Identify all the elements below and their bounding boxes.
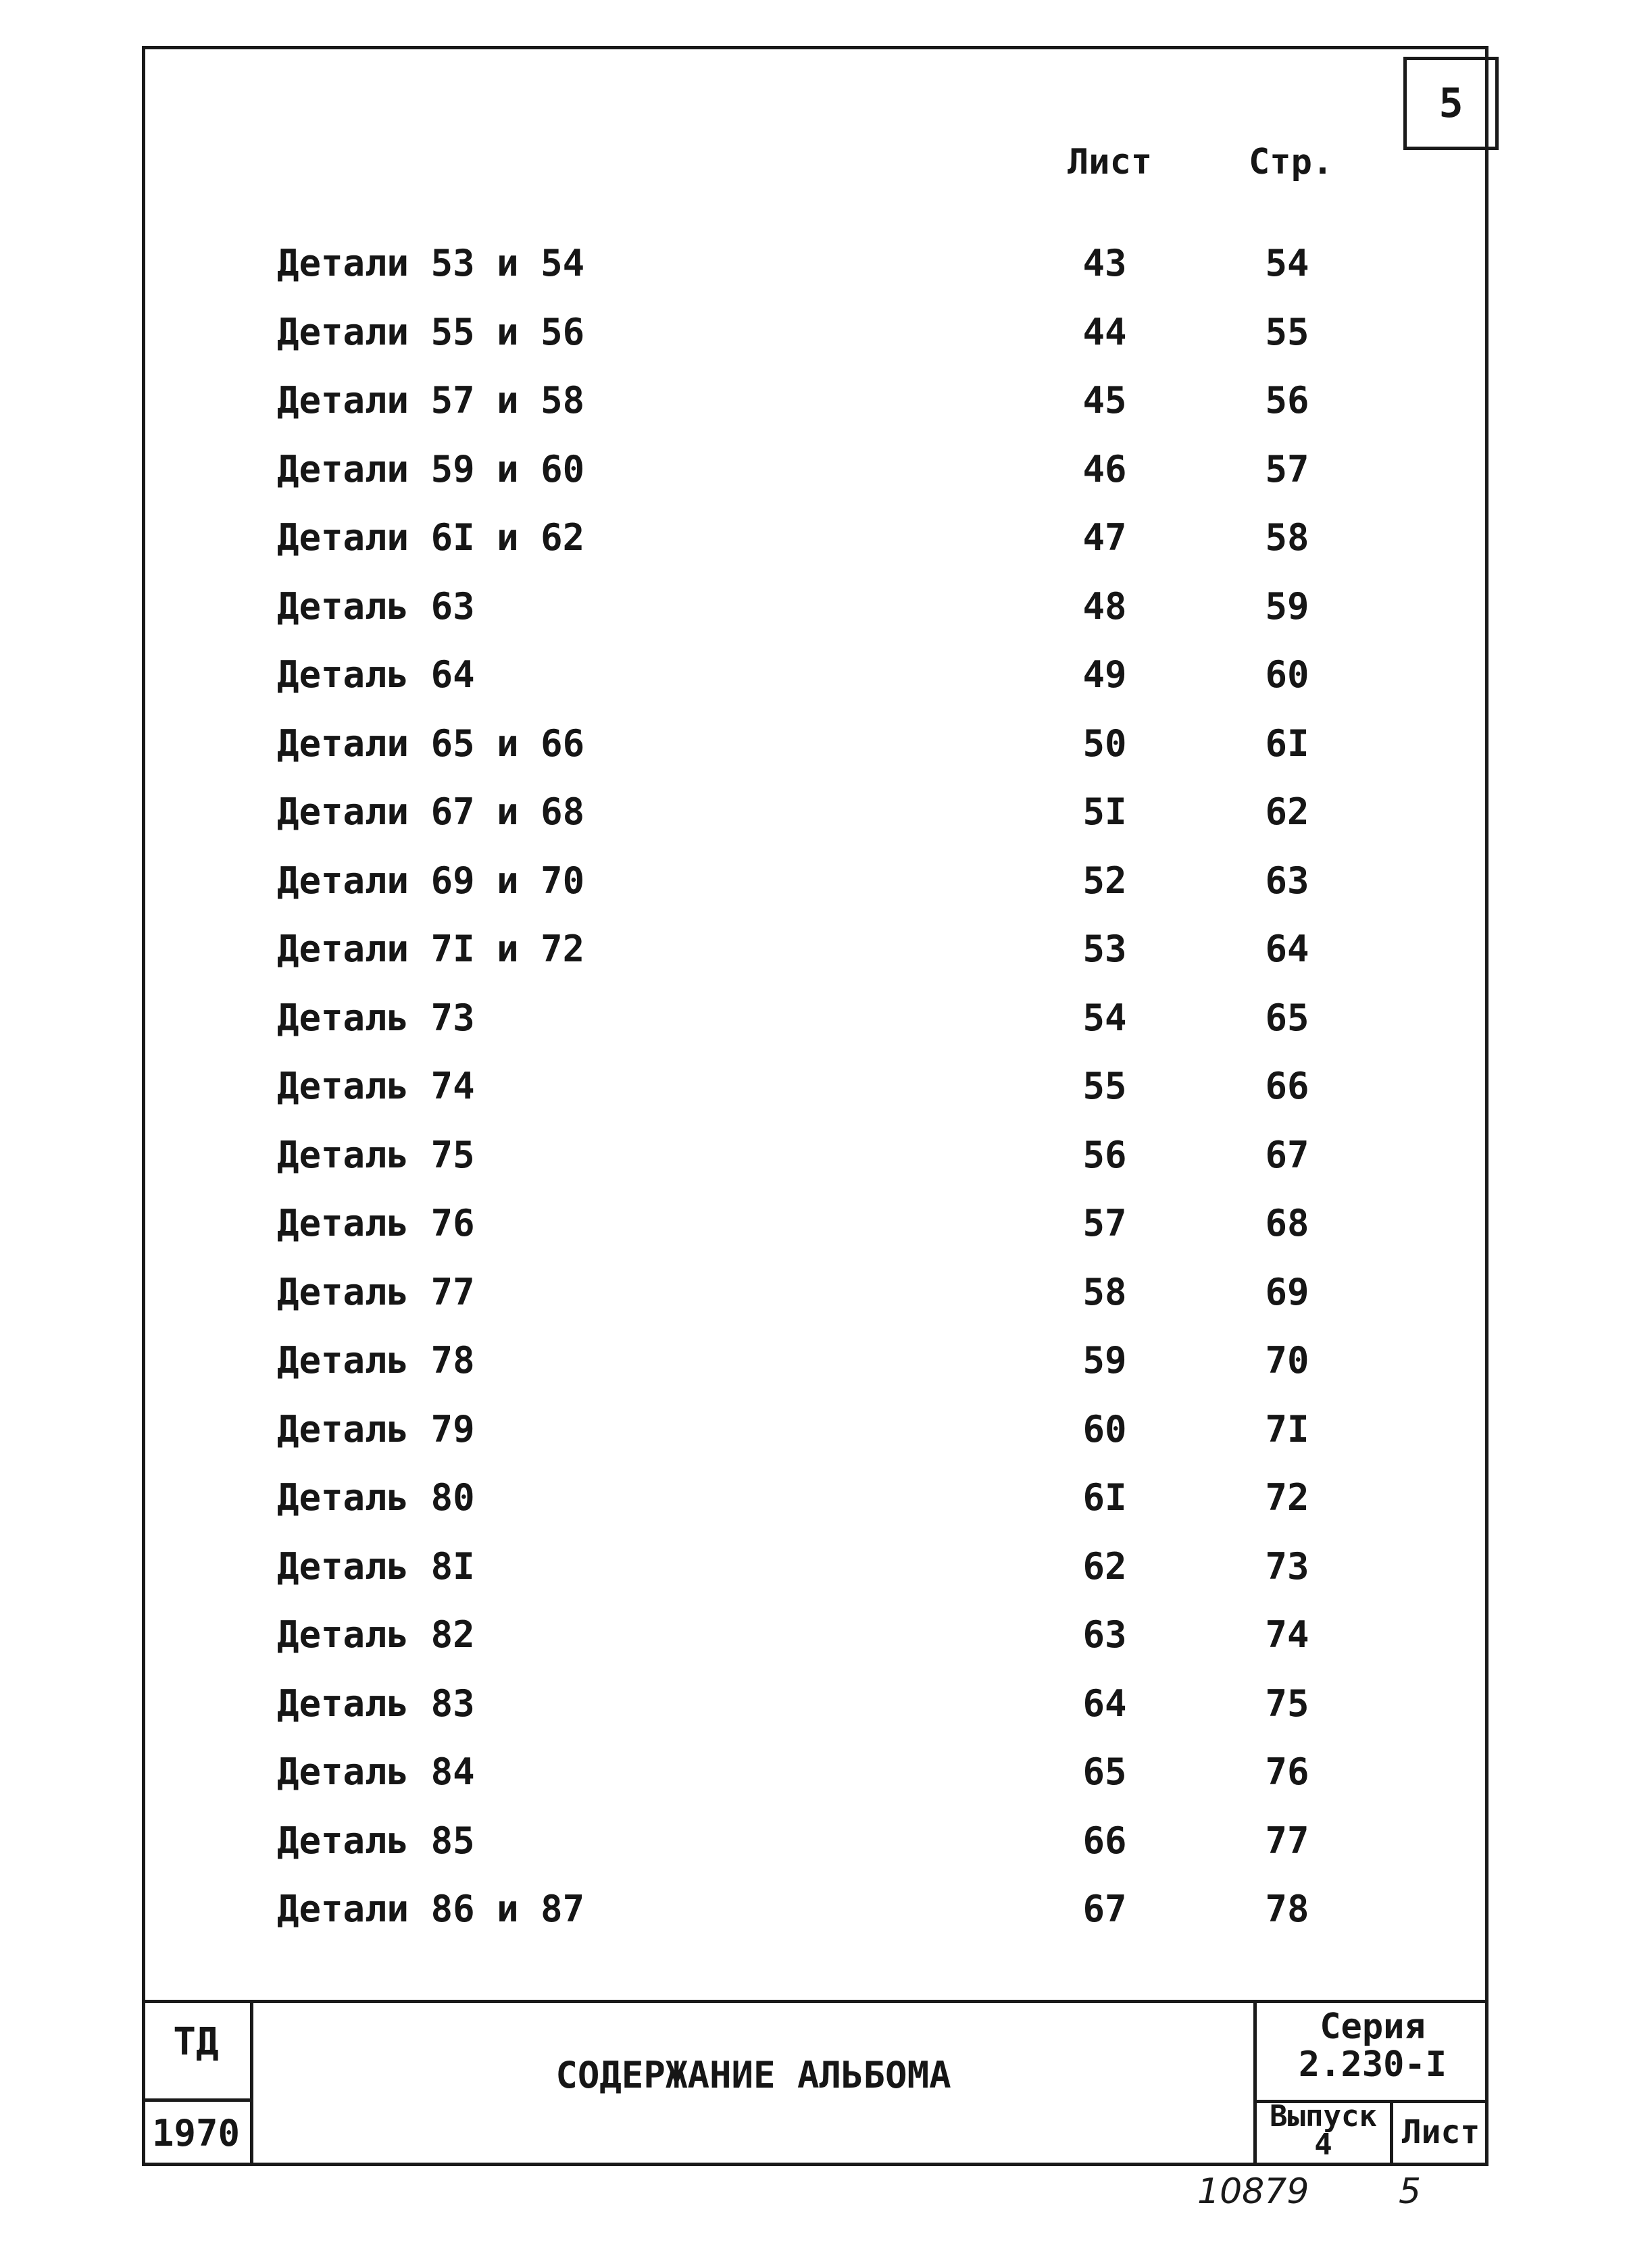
row-sheet: 66 — [1082, 1819, 1127, 1862]
table-row — [277, 790, 1372, 855]
row-page: 63 — [1265, 859, 1309, 902]
issue-label: Выпуск — [1270, 2099, 1377, 2134]
table-row — [277, 1545, 1372, 1610]
row-name: Детали 55 и 56 — [277, 311, 585, 353]
row-page: 77 — [1265, 1819, 1309, 1862]
row-page: 74 — [1265, 1613, 1309, 1656]
row-name: Деталь 85 — [277, 1819, 475, 1862]
row-name: Деталь 79 — [277, 1408, 475, 1451]
row-page: 73 — [1265, 1545, 1309, 1588]
row-name: Деталь 78 — [277, 1339, 475, 1382]
row-name: Деталь 80 — [277, 1476, 475, 1519]
row-name: Деталь 84 — [277, 1750, 475, 1793]
title-block-top-border — [142, 2000, 1488, 2003]
org-code: ТД — [173, 2020, 219, 2064]
row-page: 75 — [1265, 1682, 1309, 1725]
row-name: Деталь 64 — [277, 653, 475, 696]
row-page: 58 — [1265, 516, 1309, 559]
row-page: 65 — [1265, 997, 1309, 1039]
row-name: Детали 6I и 62 — [277, 516, 585, 559]
row-page: 62 — [1265, 790, 1309, 833]
table-row — [277, 1750, 1372, 1815]
series-label: Серия — [1320, 2007, 1426, 2047]
table-row — [277, 1682, 1372, 1747]
row-name: Деталь 74 — [277, 1065, 475, 1107]
table-row — [277, 653, 1372, 718]
row-name: Детали 65 и 66 — [277, 722, 585, 765]
row-page: 59 — [1265, 585, 1309, 628]
row-name: Деталь 75 — [277, 1134, 475, 1176]
row-page: 60 — [1265, 653, 1309, 696]
row-name: Детали 7I и 72 — [277, 928, 585, 970]
row-page: 57 — [1265, 448, 1309, 490]
row-name: Детали 59 и 60 — [277, 448, 585, 490]
table-row — [277, 1888, 1372, 1952]
row-sheet: 63 — [1082, 1613, 1127, 1656]
table-row — [277, 997, 1372, 1061]
table-row — [277, 311, 1372, 376]
table-row — [277, 448, 1372, 513]
row-page: 55 — [1265, 311, 1309, 353]
row-sheet: 52 — [1082, 859, 1127, 902]
table-row — [277, 1613, 1372, 1678]
row-name: Детали 67 и 68 — [277, 790, 585, 833]
row-name: Деталь 73 — [277, 997, 475, 1039]
row-name: Деталь 82 — [277, 1613, 475, 1656]
table-row — [277, 1408, 1372, 1473]
row-page: 7I — [1265, 1408, 1309, 1451]
row-sheet: 50 — [1082, 722, 1127, 765]
table-row — [277, 1339, 1372, 1404]
table-row — [277, 859, 1372, 924]
row-page: 76 — [1265, 1750, 1309, 1793]
series-value: 2.230-I — [1298, 2044, 1447, 2085]
row-sheet: 48 — [1082, 585, 1127, 628]
table-row — [277, 1134, 1372, 1199]
row-page: 56 — [1265, 379, 1309, 422]
row-name: Деталь 8I — [277, 1545, 475, 1588]
row-page: 72 — [1265, 1476, 1309, 1519]
row-sheet: 67 — [1082, 1888, 1127, 1930]
row-page: 68 — [1265, 1202, 1309, 1244]
row-sheet: 59 — [1082, 1339, 1127, 1382]
row-sheet: 5I — [1082, 790, 1127, 833]
row-name: Деталь 77 — [277, 1271, 475, 1313]
table-row — [277, 1819, 1372, 1884]
table-row — [277, 1202, 1372, 1267]
row-sheet: 53 — [1082, 928, 1127, 970]
handwritten-inventory-number: 10879 — [1197, 2171, 1309, 2212]
row-page: 78 — [1265, 1888, 1309, 1930]
column-header-sheet: Лист — [1068, 142, 1153, 182]
row-page: 70 — [1265, 1339, 1309, 1382]
row-sheet: 62 — [1082, 1545, 1127, 1588]
page-number-box — [1403, 57, 1499, 150]
row-name: Деталь 76 — [277, 1202, 475, 1244]
table-row — [277, 516, 1372, 581]
row-sheet: 58 — [1082, 1271, 1127, 1313]
table-row — [277, 722, 1372, 787]
row-page: 67 — [1265, 1134, 1309, 1176]
row-sheet: 45 — [1082, 379, 1127, 422]
row-sheet: 6I — [1082, 1476, 1127, 1519]
row-page: 66 — [1265, 1065, 1309, 1107]
row-sheet: 60 — [1082, 1408, 1127, 1451]
table-row — [277, 1476, 1372, 1541]
page-number: 5 — [1438, 80, 1463, 127]
table-row — [277, 379, 1372, 444]
year: 1970 — [151, 2112, 241, 2154]
document-title: СОДЕРЖАНИЕ АЛЬБОМА — [555, 2054, 951, 2096]
row-page: 69 — [1265, 1271, 1309, 1313]
table-row — [277, 928, 1372, 992]
row-sheet: 54 — [1082, 997, 1127, 1039]
issue-value: 4 — [1314, 2127, 1332, 2162]
row-sheet: 56 — [1082, 1134, 1127, 1176]
row-name: Детали 53 и 54 — [277, 242, 585, 284]
row-name: Детали 69 и 70 — [277, 859, 585, 902]
row-name: Детали 86 и 87 — [277, 1888, 585, 1930]
row-sheet: 46 — [1082, 448, 1127, 490]
row-sheet: 64 — [1082, 1682, 1127, 1725]
row-sheet: 55 — [1082, 1065, 1127, 1107]
row-name: Детали 57 и 58 — [277, 379, 585, 422]
row-sheet: 57 — [1082, 1202, 1127, 1244]
row-sheet: 44 — [1082, 311, 1127, 353]
column-header-page: Стр. — [1249, 142, 1334, 182]
table-row — [277, 585, 1372, 650]
row-sheet: 65 — [1082, 1750, 1127, 1793]
row-name: Деталь 63 — [277, 585, 475, 628]
row-sheet: 47 — [1082, 516, 1127, 559]
table-row — [277, 1271, 1372, 1336]
sheet-label: Лист — [1401, 2113, 1480, 2151]
table-row — [277, 242, 1372, 307]
row-sheet: 49 — [1082, 653, 1127, 696]
row-sheet: 43 — [1082, 242, 1127, 284]
title-block-divider-year — [142, 2098, 251, 2102]
row-page: 64 — [1265, 928, 1309, 970]
row-page: 54 — [1265, 242, 1309, 284]
handwritten-sheet-number: 5 — [1399, 2171, 1422, 2212]
row-page: 6I — [1265, 722, 1309, 765]
row-name: Деталь 83 — [277, 1682, 475, 1725]
table-row — [277, 1065, 1372, 1130]
